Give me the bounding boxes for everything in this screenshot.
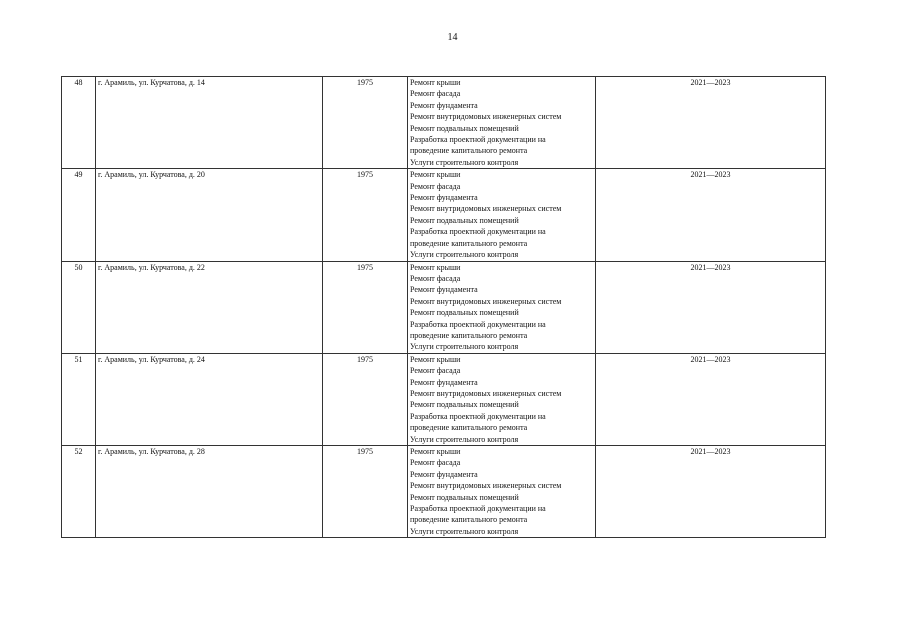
construction-year-cell: 1975: [323, 446, 408, 538]
work-item: Ремонт фундамента: [410, 193, 478, 203]
work-item: Ремонт внутридомовых инженерных систем: [410, 204, 562, 214]
work-item: Разработка проектной документации на: [410, 227, 546, 237]
work-item: Ремонт крыши: [410, 447, 461, 456]
work-item: Ремонт внутридомовых инженерных систем: [410, 481, 562, 491]
work-item: Разработка проектной документации на: [410, 135, 546, 145]
table-row: [62, 77, 826, 169]
work-item: Услуги строительного контроля: [410, 250, 519, 260]
work-item: Ремонт внутридомовых инженерных систем: [410, 388, 562, 398]
work-item: Услуги строительного контроля: [410, 526, 519, 536]
repair-schedule-table: [61, 76, 826, 538]
work-item: Ремонт фундамента: [410, 285, 478, 295]
works-list-cell: [408, 77, 596, 169]
work-item: Ремонт фундамента: [410, 377, 478, 387]
work-item: проведение капитального ремонта: [410, 423, 528, 433]
planned-period-cell: 2021—2023: [596, 169, 826, 261]
work-item: Ремонт фасада: [410, 458, 461, 468]
work-item: Ремонт крыши: [410, 78, 461, 87]
work-item: Ремонт крыши: [410, 354, 461, 364]
address-cell: г. Арамиль, ул. Курчатова, д. 14: [96, 77, 323, 169]
planned-period-cell: 2021—2023: [596, 261, 826, 353]
work-item: Разработка проектной документации на: [410, 411, 546, 421]
works-list-cell: [408, 169, 596, 261]
address-cell: г. Арамиль, ул. Курчатова, д. 22: [96, 261, 323, 353]
row-number-cell: 48: [62, 77, 96, 169]
work-item: Услуги строительного контроля: [410, 157, 519, 167]
address-cell: г. Арамиль, ул. Курчатова, д. 24: [96, 353, 323, 445]
work-item: Ремонт подвальных помещений: [410, 492, 519, 502]
construction-year-cell: 1975: [323, 77, 408, 169]
work-item: Ремонт фундамента: [410, 469, 478, 479]
work-item: Услуги строительного контроля: [410, 342, 519, 352]
row-number-cell: 51: [62, 353, 96, 445]
work-item: проведение капитального ремонта: [410, 238, 528, 248]
work-item: Ремонт внутридомовых инженерных систем: [410, 112, 562, 122]
table-body: [62, 77, 826, 538]
planned-period-cell: 2021—2023: [596, 77, 826, 169]
planned-period-cell: 2021—2023: [596, 353, 826, 445]
work-item: Ремонт крыши: [410, 170, 461, 180]
work-item: Ремонт подвальных помещений: [410, 123, 519, 133]
construction-year-cell: 1975: [323, 353, 408, 445]
works-list-cell: [408, 261, 596, 353]
work-item: Ремонт фундамента: [410, 100, 478, 110]
construction-year-cell: 1975: [323, 169, 408, 261]
work-item: Ремонт подвальных помещений: [410, 308, 519, 318]
construction-year-cell: 1975: [323, 261, 408, 353]
work-item: Ремонт внутридомовых инженерных систем: [410, 296, 562, 306]
work-item: Ремонт фасада: [410, 181, 461, 191]
planned-period-cell: 2021—2023: [596, 446, 826, 538]
table-row: [62, 261, 826, 353]
row-number-cell: 50: [62, 261, 96, 353]
work-item: Разработка проектной документации на: [410, 504, 546, 514]
work-item: проведение капитального ремонта: [410, 515, 528, 525]
address-cell: г. Арамиль, ул. Курчатова, д. 28: [96, 446, 323, 538]
row-number-cell: 49: [62, 169, 96, 261]
table-row: [62, 353, 826, 445]
work-item: Ремонт фасада: [410, 273, 461, 283]
work-item: Ремонт фасада: [410, 366, 461, 376]
table-row: [62, 446, 826, 538]
work-item: Ремонт подвальных помещений: [410, 400, 519, 410]
work-item: Ремонт подвальных помещений: [410, 215, 519, 225]
works-list-cell: [408, 353, 596, 445]
table-row: [62, 169, 826, 261]
address-cell: г. Арамиль, ул. Курчатова, д. 20: [96, 169, 323, 261]
work-item: проведение капитального ремонта: [410, 330, 528, 340]
works-list-cell: [408, 446, 596, 538]
page-number: 14: [447, 32, 458, 43]
work-item: Услуги строительного контроля: [410, 434, 519, 444]
work-item: Ремонт крыши: [410, 262, 461, 272]
work-item: Ремонт фасада: [410, 89, 461, 99]
work-item: проведение капитального ремонта: [410, 146, 528, 156]
work-item: Разработка проектной документации на: [410, 319, 546, 329]
row-number-cell: 52: [62, 446, 96, 538]
